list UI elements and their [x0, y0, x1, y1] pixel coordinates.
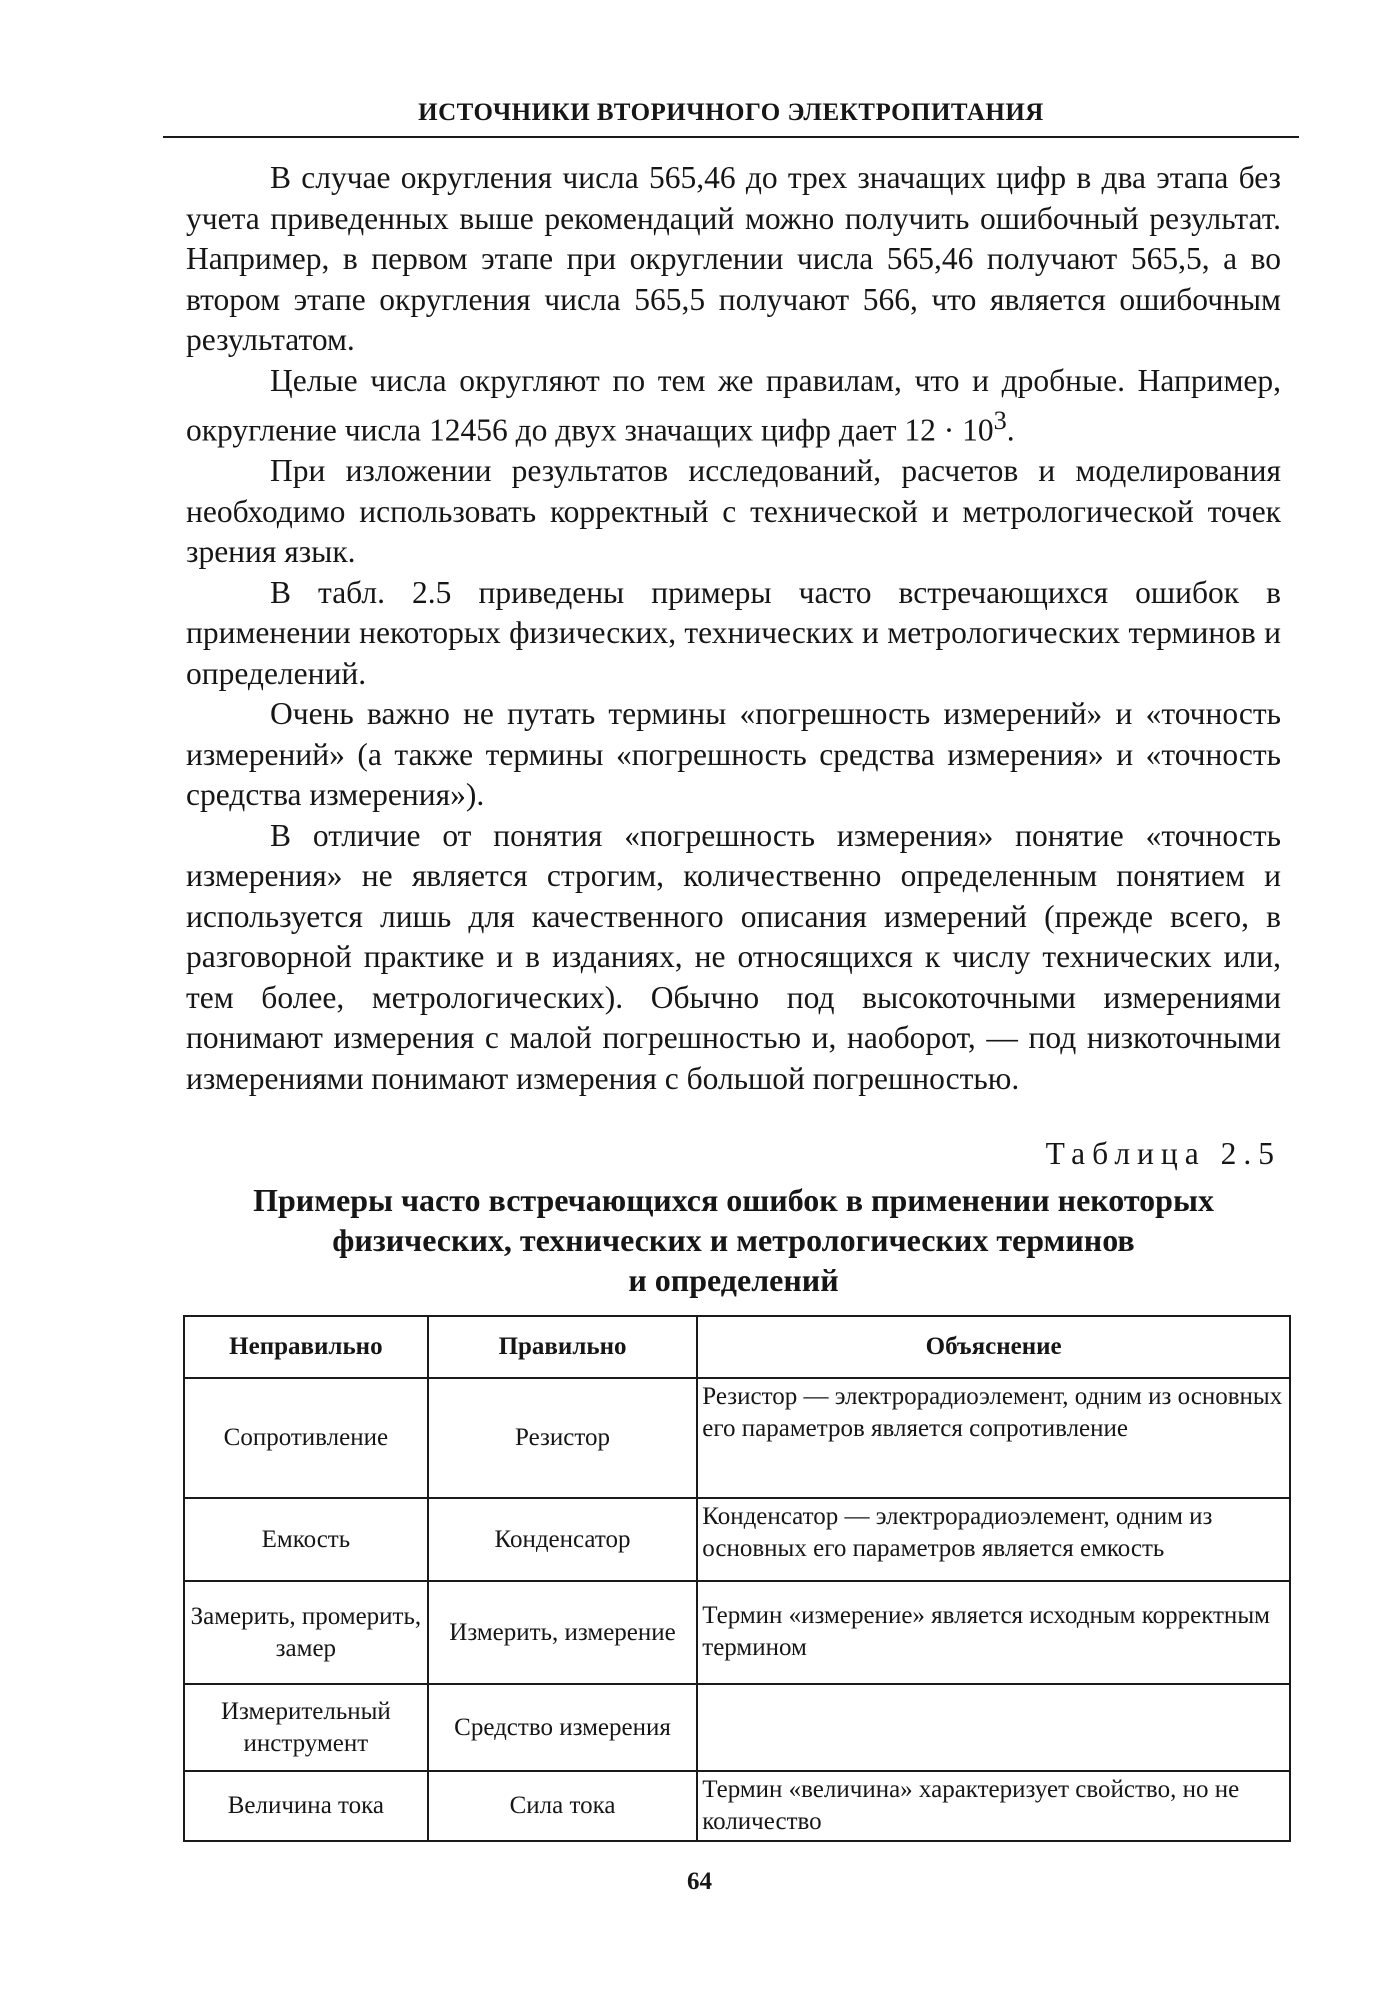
cell-explanation — [697, 1684, 1290, 1771]
header-rule — [163, 136, 1299, 138]
paragraph: Очень важно не путать термины «погрешность измерений» и «точность измерений» (а также термины «погрешность средства измерения» и «точность средства измерения»). — [186, 696, 1281, 812]
cell-right: Конденсатор — [428, 1498, 698, 1581]
cell-explanation: Термин «измерение» является исходным корректным термином — [697, 1581, 1290, 1684]
table-row — [184, 1378, 1290, 1498]
cell-explanation: Резистор — электрорадиоэлемент, одним из основных его параметров является сопротивление — [697, 1378, 1290, 1498]
running-header: ИСТОЧНИКИ ВТОРИЧНОГО ЭЛЕКТРОПИТАНИЯ — [418, 99, 1044, 126]
cell-explanation: Конденсатор — электрорадиоэлемент, одним из основных его параметров является емкость — [697, 1498, 1290, 1581]
table-title-line: и определений — [628, 1262, 839, 1298]
header-right: Правильно — [428, 1316, 698, 1378]
paragraph: В табл. 2.5 приведены примеры часто встречающихся ошибок в применении некоторых физических, технических и метрологических терминов и определений. — [186, 574, 1281, 691]
cell-right: Средство измерения — [428, 1684, 698, 1771]
cell-wrong: Емкость — [184, 1498, 428, 1581]
table-row — [184, 1684, 1290, 1771]
cell-wrong: Сопротивление — [184, 1378, 428, 1498]
body-text — [186, 158, 1281, 1099]
exponent-tail: . — [1006, 412, 1015, 448]
cell-right: Измерить, измерение — [428, 1581, 698, 1684]
paragraph: При изложении результатов исследований, расчетов и моделирования необходимо использовать корректный с технической и метрологической точек зрения язык. — [186, 453, 1281, 569]
terms-table — [183, 1315, 1291, 1842]
table-caption: Таблица 2.5 — [1045, 1136, 1281, 1171]
table-title-line: Примеры часто встречающихся ошибок в применении некоторых — [253, 1182, 1214, 1218]
cell-wrong: Измерительный инструмент — [184, 1684, 428, 1771]
table-row — [184, 1771, 1290, 1841]
paragraph-text: Целые числа округляют по тем же правилам, что и дробные. Например, округление числа 12456 до двух значащих цифр дает 12 · 10 — [186, 362, 1281, 448]
paragraph: В отличие от понятия «погрешность измерения» понятие «точность измерения» не является строгим, количественно определенным понятием и используется лишь для качественного описания измерений (прежде всего, в разговорной практике и в изданиях, не относящихся к числу технических или, тем более, метрологических). Обычно под высокоточными измерениями понимают измерения с малой погрешностью и, наоборот, — под низкоточными измерениями понимают измерения с большой погрешностью. — [186, 817, 1281, 1096]
cell-explanation: Термин «величина» характеризует свойство, но не количество — [697, 1771, 1290, 1841]
exponent: 3 — [993, 406, 1007, 435]
table-title — [186, 1180, 1281, 1300]
cell-right: Сила тока — [428, 1771, 698, 1841]
header-wrong: Неправильно — [184, 1316, 428, 1378]
page-number: 64 — [687, 1868, 712, 1895]
cell-right: Резистор — [428, 1378, 698, 1498]
table-row — [184, 1581, 1290, 1684]
table-header-row — [184, 1316, 1290, 1378]
header-explanation: Объяснение — [697, 1316, 1290, 1378]
table-title-line: физических, технических и метрологических терминов — [332, 1222, 1135, 1258]
paragraph: В случае округления числа 565,46 до трех значащих цифр в два этапа без учета приведенных выше рекомендаций можно получить ошибочный результат. Например, в первом этапе при округлении числа 565,46 получают 565,5, а во втором этапе округления числа 565,5 получают 566, что является ошибочным результатом. — [186, 160, 1281, 357]
cell-wrong: Величина тока — [184, 1771, 428, 1841]
table-row — [184, 1498, 1290, 1581]
cell-wrong: Замерить, промерить, замер — [184, 1581, 428, 1684]
paragraph — [186, 361, 1281, 452]
